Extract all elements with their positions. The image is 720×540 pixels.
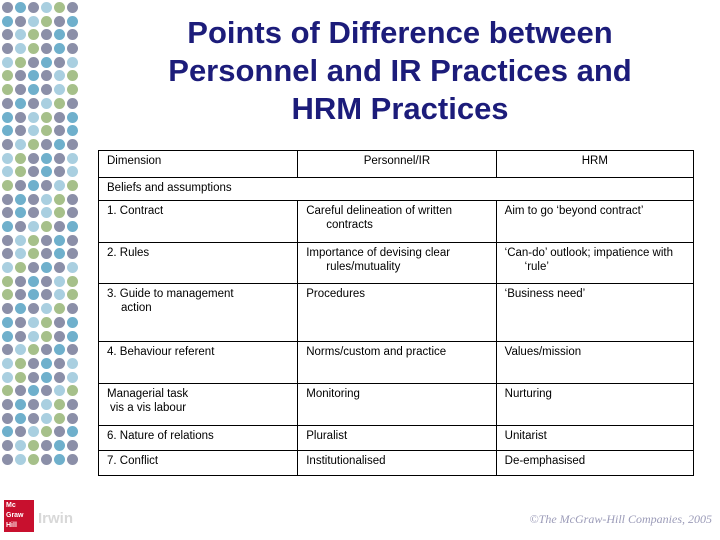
decorative-dot [67,248,78,259]
decorative-dot [28,166,39,177]
decorative-dot [54,98,65,109]
decorative-dot [2,16,13,27]
table-row [99,284,694,342]
decorative-dot [2,139,13,150]
decorative-dot [2,43,13,54]
decorative-dot [67,153,78,164]
decorative-dot [15,317,26,328]
decorative-dot [54,84,65,95]
decorative-dot [54,440,65,451]
decorative-dot [41,194,52,205]
decorative-dot [67,2,78,13]
decorative-dot [67,98,78,109]
decorative-dot [28,207,39,218]
decorative-dot [2,262,13,273]
logo-line-2: Graw [6,512,24,519]
decorative-dot [28,303,39,314]
decorative-dot [41,153,52,164]
decorative-dot [41,289,52,300]
decorative-dot [67,413,78,424]
decorative-dot [54,57,65,68]
decorative-dot [54,262,65,273]
decorative-dot [67,139,78,150]
table-row [99,451,694,476]
decorative-dot [41,413,52,424]
decorative-dot [54,372,65,383]
decorative-dot [67,112,78,123]
decorative-dot [67,454,78,465]
table-row [99,342,694,384]
decorative-dot [28,221,39,232]
decorative-dot [41,43,52,54]
decorative-dot [2,153,13,164]
decorative-dot [15,358,26,369]
decorative-dot [15,235,26,246]
decorative-dot [41,358,52,369]
decorative-dot [2,303,13,314]
decorative-dot [54,180,65,191]
decorative-dot [67,358,78,369]
dimension-cell: 2. Rules [99,243,298,284]
decorative-dot [2,331,13,342]
dimension-cell: 1. Contract [99,201,298,243]
decorative-dot [41,221,52,232]
decorative-dot [54,125,65,136]
decorative-dot [28,276,39,287]
decorative-dot [67,372,78,383]
decorative-dot [2,385,13,396]
decorative-dot [54,29,65,40]
decorative-dot [15,454,26,465]
decorative-dot [54,413,65,424]
decorative-dot [2,344,13,355]
decorative-dot [2,57,13,68]
decorative-dot [28,358,39,369]
decorative-dot [67,57,78,68]
decorative-dot [54,317,65,328]
decorative-dot [67,29,78,40]
decorative-dot [28,426,39,437]
decorative-dot [41,317,52,328]
decorative-dot [28,454,39,465]
personnel-cell: Careful delineation of written contracts [298,201,496,243]
decorative-dot [41,276,52,287]
decorative-dot [54,153,65,164]
hrm-cell: ‘Business need’ [496,284,693,342]
title-line-3: HRM Practices [291,91,509,126]
decorative-dot [67,262,78,273]
decorative-dot [15,112,26,123]
decorative-dot [28,235,39,246]
decorative-dot [41,372,52,383]
comparison-table [98,150,694,476]
decorative-dot [28,139,39,150]
decorative-dot [28,385,39,396]
decorative-dot [54,289,65,300]
decorative-dot [15,331,26,342]
dimension-cell: 4. Behaviour referent [99,342,298,384]
personnel-cell: Importance of devising clear rules/mutuality [298,243,496,284]
decorative-dot [15,440,26,451]
decorative-dot [41,57,52,68]
decorative-dot [15,57,26,68]
decorative-dot [41,125,52,136]
decorative-dot [41,29,52,40]
hrm-cell: Nurturing [496,384,693,426]
decorative-dot [28,112,39,123]
decorative-dot [2,98,13,109]
decorative-dot [41,385,52,396]
decorative-dot [15,276,26,287]
decorative-dot [67,303,78,314]
decorative-dot [67,43,78,54]
hrm-cell: De-emphasised [496,451,693,476]
decorative-dot [41,112,52,123]
decorative-dot [54,331,65,342]
decorative-dot [28,331,39,342]
decorative-dot [2,454,13,465]
decorative-dot [54,166,65,177]
decorative-dot [67,180,78,191]
table-section-row [99,178,694,201]
decorative-dot [2,112,13,123]
personnel-cell: Monitoring [298,384,496,426]
decorative-dot-pattern [2,2,84,472]
dimension-cell: 7. Conflict [99,451,298,476]
decorative-dot [54,139,65,150]
decorative-dot [15,207,26,218]
decorative-dot [54,358,65,369]
decorative-dot [41,399,52,410]
decorative-dot [2,358,13,369]
decorative-dot [28,43,39,54]
decorative-dot [67,70,78,81]
decorative-dot [2,70,13,81]
decorative-dot [54,70,65,81]
decorative-dot [2,207,13,218]
decorative-dot [15,248,26,259]
decorative-dot [54,344,65,355]
decorative-dot [15,413,26,424]
decorative-dot [41,139,52,150]
decorative-dot [2,289,13,300]
decorative-dot [2,413,13,424]
decorative-dot [67,166,78,177]
imprint-wordmark: Irwin [38,510,74,527]
dimension-cell: 3. Guide to management action [99,284,298,342]
decorative-dot [67,317,78,328]
decorative-dot [2,125,13,136]
decorative-dot [2,426,13,437]
decorative-dot [15,166,26,177]
decorative-dot [28,16,39,27]
decorative-dot [28,262,39,273]
decorative-dot [54,43,65,54]
personnel-cell: Pluralist [298,426,496,451]
decorative-dot [2,372,13,383]
decorative-dot [2,399,13,410]
decorative-dot [2,317,13,328]
decorative-dot [28,29,39,40]
slide-title [120,14,680,128]
decorative-dot [2,194,13,205]
decorative-dot [28,399,39,410]
decorative-dot [67,16,78,27]
decorative-dot [28,125,39,136]
decorative-dot [54,303,65,314]
decorative-dot [67,399,78,410]
decorative-dot [41,454,52,465]
section-beliefs-and-assumptions: Beliefs and assumptions [99,178,694,201]
decorative-dot [54,16,65,27]
decorative-dot [54,112,65,123]
decorative-dot [15,70,26,81]
decorative-dot [41,180,52,191]
logo-line-1: Mc [6,502,16,509]
decorative-dot [28,344,39,355]
decorative-dot [28,248,39,259]
decorative-dot [28,372,39,383]
logo-line-3: Hill [6,522,17,529]
decorative-dot [2,248,13,259]
decorative-dot [54,426,65,437]
decorative-dot [41,426,52,437]
decorative-dot [15,426,26,437]
decorative-dot [41,98,52,109]
header-personnel-ir: Personnel/IR [298,151,496,178]
hrm-cell: ‘Can-do’ outlook; impatience with ‘rule’ [496,243,693,284]
decorative-dot [41,84,52,95]
decorative-dot [28,2,39,13]
header-dimension: Dimension [99,151,298,178]
decorative-dot [2,29,13,40]
decorative-dot [67,385,78,396]
decorative-dot [41,303,52,314]
decorative-dot [2,221,13,232]
decorative-dot [54,248,65,259]
decorative-dot [67,221,78,232]
decorative-dot [28,70,39,81]
decorative-dot [2,440,13,451]
decorative-dot [15,125,26,136]
decorative-dot [15,221,26,232]
personnel-cell: Procedures [298,284,496,342]
decorative-dot [15,16,26,27]
decorative-dot [67,426,78,437]
table-row [99,201,694,243]
personnel-cell: Institutionalised [298,451,496,476]
decorative-dot [28,57,39,68]
table-row [99,243,694,284]
decorative-dot [2,276,13,287]
decorative-dot [28,153,39,164]
decorative-dot [54,235,65,246]
decorative-dot [41,440,52,451]
decorative-dot [67,276,78,287]
hrm-cell: Aim to go ‘beyond contract’ [496,201,693,243]
decorative-dot [41,207,52,218]
dimension-cell: 6. Nature of relations [99,426,298,451]
decorative-dot [41,235,52,246]
decorative-dot [54,207,65,218]
decorative-dot [15,344,26,355]
decorative-dot [28,317,39,328]
decorative-dot [15,289,26,300]
decorative-dot [2,2,13,13]
decorative-dot [54,2,65,13]
decorative-dot [41,70,52,81]
decorative-dot [2,84,13,95]
decorative-dot [67,194,78,205]
decorative-dot [2,235,13,246]
decorative-dot [28,440,39,451]
decorative-dot [41,262,52,273]
title-line-2: Personnel and IR Practices and [168,53,632,88]
decorative-dot [28,194,39,205]
table-row [99,426,694,451]
decorative-dot [67,440,78,451]
decorative-dot [15,139,26,150]
decorative-dot [28,289,39,300]
decorative-dot [67,344,78,355]
decorative-dot [54,399,65,410]
decorative-dot [15,43,26,54]
hrm-cell: Values/mission [496,342,693,384]
decorative-dot [54,385,65,396]
decorative-dot [15,194,26,205]
publisher-logo [4,500,34,532]
decorative-dot [15,303,26,314]
decorative-dot [15,180,26,191]
decorative-dot [67,331,78,342]
decorative-dot [41,2,52,13]
dimension-cell: Managerial task vis a vis labour [99,384,298,426]
decorative-dot [15,29,26,40]
decorative-dot [15,84,26,95]
decorative-dot [15,385,26,396]
table-header-row [99,151,694,178]
decorative-dot [67,207,78,218]
decorative-dot [67,289,78,300]
decorative-dot [67,125,78,136]
decorative-dot [41,331,52,342]
table-row [99,384,694,426]
hrm-cell: Unitarist [496,426,693,451]
header-hrm: HRM [496,151,693,178]
decorative-dot [28,98,39,109]
decorative-dot [41,344,52,355]
decorative-dot [54,276,65,287]
title-line-1: Points of Difference between [187,15,613,50]
decorative-dot [67,235,78,246]
decorative-dot [41,16,52,27]
decorative-dot [67,84,78,95]
decorative-dot [41,166,52,177]
decorative-dot [15,372,26,383]
decorative-dot [15,98,26,109]
decorative-dot [15,153,26,164]
decorative-dot [54,221,65,232]
decorative-dot [15,399,26,410]
decorative-dot [54,454,65,465]
decorative-dot [54,194,65,205]
decorative-dot [2,166,13,177]
decorative-dot [28,84,39,95]
decorative-dot [15,262,26,273]
decorative-dot [15,2,26,13]
decorative-dot [28,180,39,191]
copyright-notice: ©The McGraw-Hill Companies, 2005 [529,512,712,526]
decorative-dot [2,180,13,191]
personnel-cell: Norms/custom and practice [298,342,496,384]
decorative-dot [41,248,52,259]
decorative-dot [28,413,39,424]
